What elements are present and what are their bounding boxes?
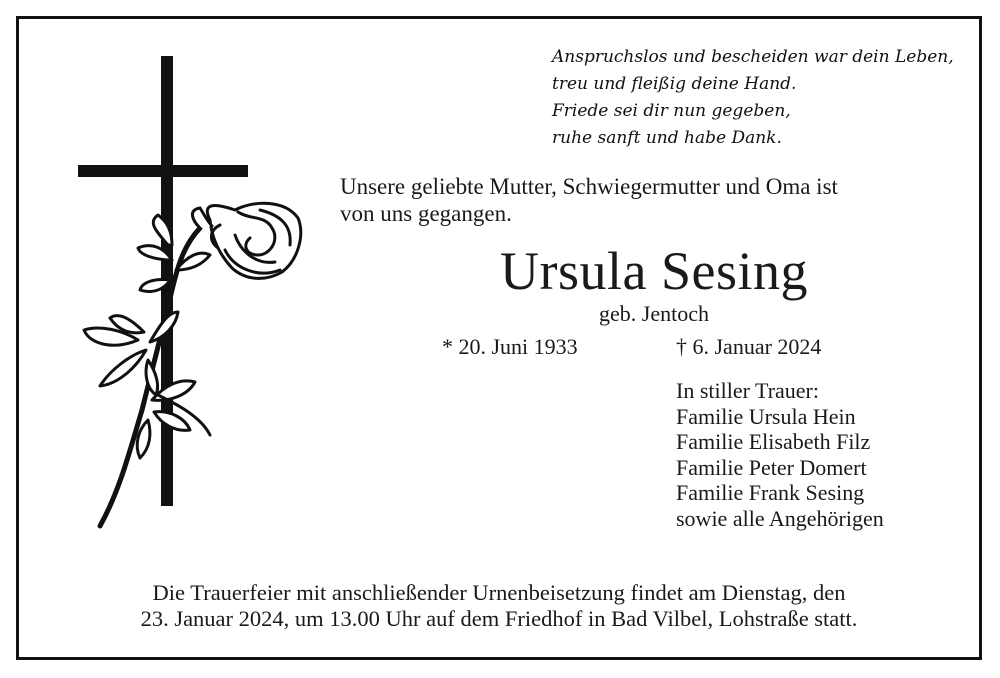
mourners-list (676, 378, 884, 531)
death-date: † 6. Januar 2024 (676, 334, 822, 359)
cross-and-rose-artwork (60, 50, 310, 540)
poem-line: Friede sei dir nun gegeben, (552, 101, 791, 121)
mourner-entry: Familie Frank Sesing (676, 480, 865, 505)
poem-line: Anspruchslos und bescheiden war dein Leben, (552, 47, 954, 67)
mourner-entry: Familie Peter Domert (676, 454, 867, 480)
poem-line: treu und fleißig deine Hand. (552, 74, 797, 94)
poem-line: ruhe sanft und habe Dank. (552, 128, 782, 148)
service-line: 23. Januar 2024, um 13.00 Uhr auf dem Friedhof in Bad Vilbel, Lohstraße statt. (140, 606, 858, 631)
deceased-name: Ursula Sesing (500, 241, 808, 301)
announcement-text (340, 173, 970, 227)
announcement-line: Unsere geliebte Mutter, Schwiegermutter und Oma ist (340, 174, 838, 199)
mourner-entry: Familie Elisabeth Filz (676, 429, 871, 454)
funeral-service-info (30, 580, 968, 632)
birth-date: * 20. Juni 1933 (442, 334, 578, 359)
mourners-heading: In stiller Trauer: (676, 378, 819, 403)
announcement-line: von uns gegangen. (340, 201, 512, 226)
mourner-entry: sowie alle Angehörigen (676, 505, 884, 531)
service-line: Die Trauerfeier mit anschließender Urnenbeisetzung findet am Dienstag, den (152, 580, 846, 605)
mourner-entry: Familie Ursula Hein (676, 403, 856, 429)
maiden-name: geb. Jentoch (599, 301, 709, 326)
poem-verse (552, 44, 954, 152)
rose-icon (84, 203, 301, 526)
